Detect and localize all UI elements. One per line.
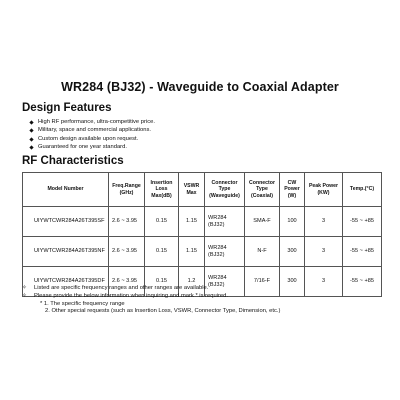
cell-model-number: UIYWTCWR284A26T395NF — [23, 237, 109, 267]
feature-text: Military, space and commercial applications. — [38, 127, 151, 134]
diamond-bullet-icon — [29, 145, 33, 149]
cell-connector-waveguide: WR284 (BJ32) — [205, 267, 245, 297]
feature-text: Custom design available upon request. — [38, 135, 139, 142]
cell-connector-coaxial: SMA-F — [245, 207, 280, 237]
note-item — [22, 293, 280, 301]
cell-peak-power: 3 — [305, 237, 343, 267]
cell-temperature: -55 ~ +85 — [343, 237, 382, 267]
design-features-heading: Design Features — [22, 102, 112, 114]
cell-connector-coaxial: 7/16-F — [245, 267, 280, 297]
cell-insertion-loss: 0.15 — [145, 237, 179, 267]
cell-connector-waveguide: WR284 (BJ32) — [205, 237, 245, 267]
table-row — [23, 207, 382, 237]
page-title: WR284 (BJ32) - Waveguide to Coaxial Adapter — [61, 80, 339, 94]
cell-vswr: 1.15 — [179, 237, 205, 267]
cell-cw-power: 100 — [280, 207, 305, 237]
cell-connector-coaxial: N-F — [245, 237, 280, 267]
cell-model-number: UIYWTCWR284A26T395SF — [23, 207, 109, 237]
cell-peak-power: 3 — [305, 207, 343, 237]
diamond-bullet-icon — [29, 137, 33, 141]
note-item — [22, 285, 280, 293]
cell-connector-waveguide: WR284 (BJ32) — [205, 207, 245, 237]
header-vswr: VSWR Max — [179, 173, 205, 207]
feature-text: Guaranteed for one year standard. — [38, 144, 127, 151]
header-temperature: Temp.(°C) — [343, 173, 382, 207]
note-subitem: 2. Other special requests (such as Insertion Loss, VSWR, Connector Type, Dimension, etc.) — [45, 308, 281, 315]
diamond-bullet-icon — [29, 128, 33, 132]
feature-text: High RF performance, ultra-competitive price. — [38, 119, 155, 125]
design-features-list — [30, 118, 155, 152]
header-peak-power: Peak Power (KW) — [305, 173, 343, 207]
cell-freq-range: 2.6 ~ 3.95 — [109, 237, 145, 267]
feature-item — [30, 118, 155, 126]
sparkle-bullet-icon: ✧ — [22, 285, 27, 291]
rf-characteristics-heading: RF Characteristics — [22, 155, 124, 167]
diamond-bullet-icon — [29, 120, 33, 124]
feature-item — [30, 135, 155, 143]
header-connector-waveguide: Connector Type (Waveguide) — [205, 173, 245, 207]
cell-cw-power: 300 — [280, 237, 305, 267]
cell-vswr: 1.2 — [179, 267, 205, 297]
header-freq-range: Freq.Range (GHz) — [109, 173, 145, 207]
cell-temperature: -55 ~ +85 — [343, 207, 382, 237]
cell-freq-range: 2.6 ~ 3.95 — [109, 267, 145, 297]
note-text: Listed are specific frequency ranges and other ranges are available. — [34, 285, 209, 291]
cell-cw-power: 300 — [280, 267, 305, 297]
cell-temperature: -55 ~ +85 — [343, 267, 382, 297]
note-text: Please provide the below information when inquiring and mark * is required. — [34, 292, 228, 299]
feature-item — [30, 126, 155, 134]
note-subitem: * 1. The specific frequency range — [40, 300, 125, 307]
sparkle-bullet-icon: ✧ — [22, 292, 27, 299]
header-model-number: Model Number — [23, 173, 109, 207]
cell-peak-power: 3 — [305, 267, 343, 297]
cell-insertion-loss: 0.15 — [145, 207, 179, 237]
header-connector-coaxial: Connector Type (Coaxial) — [245, 173, 280, 207]
cell-freq-range: 2.6 ~ 3.95 — [109, 207, 145, 237]
cell-insertion-loss: 0.15 — [145, 267, 179, 297]
cell-model-number: UIYWTCWR284A26T395DF — [23, 267, 109, 297]
table-header-row — [23, 173, 382, 207]
header-cw-power: CW Power (W) — [280, 173, 305, 207]
feature-item — [30, 143, 155, 151]
cell-vswr: 1.15 — [179, 207, 205, 237]
header-insertion-loss: Insertion Loss Max(dB) — [145, 173, 179, 207]
table-row — [23, 237, 382, 267]
notes-section — [22, 285, 280, 316]
rf-characteristics-table — [22, 172, 382, 297]
